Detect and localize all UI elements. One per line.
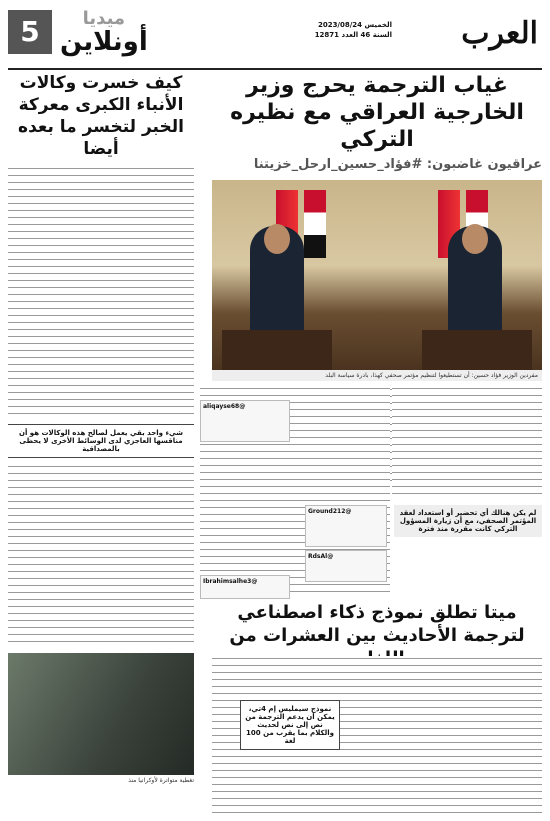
main-subheadline: عراقيون غاضبون: #فؤاد_حسين_ارحل_خزيتنا [253, 157, 542, 172]
quote-box: لم يكن هنالك أي تحضير أو استعداد لعقد المؤتمر الصحفي، مع أن زيارة المسؤول التركي كانت مقررة منذ فترة [394, 505, 542, 537]
tweet-card: @aliqayse68 [200, 400, 290, 442]
newspaper-logo: العرب [461, 16, 538, 51]
tweet-card: @RdsAl [305, 550, 387, 582]
left-body-text [8, 166, 194, 418]
photo-caption: تغطية متواترة لأوكرانيا منذ [128, 777, 194, 784]
masthead [8, 6, 542, 70]
issue-info: الخميس 2023/08/24 السنة 46 العدد 12871 [314, 21, 392, 39]
minister-head [264, 224, 290, 254]
photo-caption: مفردين الوزير فؤاد حسين: أن تستطيعوا لتنظيم مؤتمر صحفي كهذا، بادرة سياسة البلد [212, 370, 542, 381]
right-body-text [392, 386, 542, 496]
page-number: 5 [8, 10, 52, 54]
tweet-card: @Ground212 [305, 505, 387, 547]
left-body-text-2 [8, 464, 194, 644]
podium [222, 330, 332, 370]
left-article [8, 72, 194, 644]
quote-box: نموذج سيمليس إم 4تي، يمكن أن يدعم الترجمة من نص إلى نص لحديث والكلام بما يقرب من 100 لغة [240, 700, 340, 750]
main-headline: غياب الترجمة يحرج وزير الخارجية العراقي مع نظيره التركي [230, 73, 524, 152]
tweet-card: @Ibrahimsalhe3 [200, 575, 290, 599]
iraq-flag [304, 190, 326, 258]
zelensky-photo [8, 653, 194, 775]
section-title: ميديا أونلاين [60, 8, 148, 57]
press-conference-photo [212, 180, 542, 370]
minister-head [462, 224, 488, 254]
left-headline: كيف خسرت وكالات الأنباء الكبرى معركة الخبر لتخسر ما بعده أيضا [18, 73, 184, 159]
podium [422, 330, 532, 370]
pull-quote: شيء واحد بقي يعمل لصالح هذه الوكالات هو أن مناقسها العاجزي لدى الوسائط الأخرى لا يحظى بالمصداقية [8, 424, 194, 458]
bottom-headline: ميتا تطلق نموذج ذكاء اصطناعي لترجمة الأحاديث بين العشرات من [229, 602, 525, 646]
